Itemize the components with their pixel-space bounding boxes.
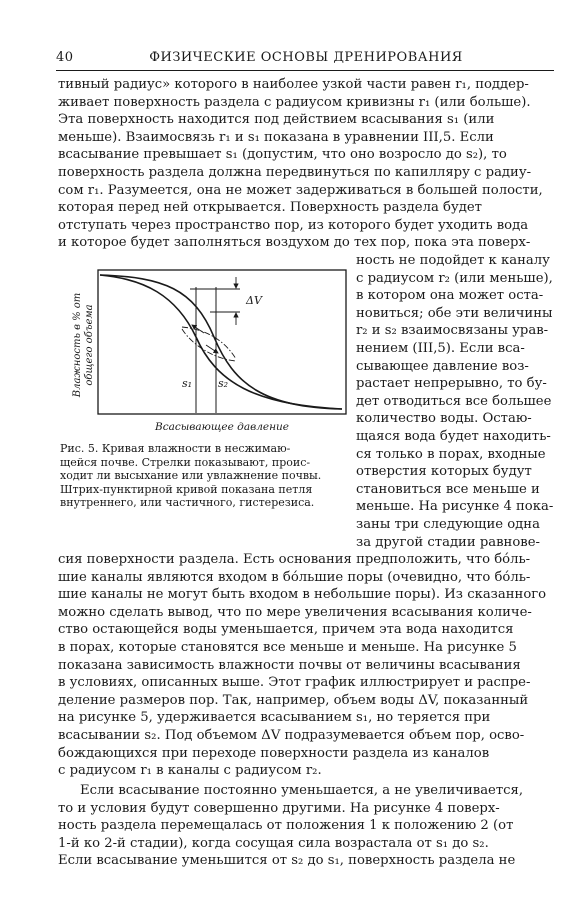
y-axis-label-line2: общего объема <box>84 304 95 386</box>
text-line: в котором она может оста- <box>356 288 544 304</box>
text-line: заны три следующие одна <box>356 516 540 532</box>
caption-line: внутреннего, или частичного, гистерезиса. <box>60 496 315 510</box>
text-line: шие каналы не могут быть входом в небольшие поры). Из сказанного <box>58 587 547 603</box>
text-line: шие каналы являются входом в бо́льшие поры (очевидно, что бо́ль- <box>58 569 531 585</box>
text-line: сывающее давление воз- <box>356 358 529 374</box>
y-axis-label-line1: Влажность в % от <box>72 292 83 398</box>
text-line: количество воды. Остаю- <box>356 411 532 427</box>
figure-5 <box>64 267 350 437</box>
text-line: отверстия которых будут <box>356 464 532 480</box>
text-line: живает поверхность раздела с радиусом кривизны r₁ (или больше). <box>58 94 531 110</box>
text-line: сия поверхности раздела. Есть основания предположить, что бо́ль- <box>58 552 531 567</box>
text-line: 1-й ко 2-й стадии), когда сосущая сила возрастала от s₁ до s₂. <box>58 835 489 851</box>
text-line: r₂ и s₂ взаимосвязаны урав- <box>356 323 549 339</box>
s1-label: s₁ <box>182 377 193 390</box>
text-line: деление размеров пор. Так, например, объем воды ΔV, показанный <box>58 692 529 708</box>
text-line: ность не подойдет к каналу <box>356 253 550 268</box>
caption-line: ходит ли высыхание или увлажнение почвы. <box>60 469 322 483</box>
text-line: меньше. На рисунке 4 пока- <box>356 499 554 515</box>
text-line: дет отводиться все большее <box>356 393 552 409</box>
text-line: щаяся вода будет находить- <box>356 428 551 444</box>
text-line: отступать через пространство пор, из которого будет уходить вода <box>58 217 529 233</box>
text-line: меньше). Взаимосвязь r₁ и s₁ показана в уравнении III,5. Если <box>58 129 494 145</box>
s2-label: s₂ <box>218 377 229 390</box>
running-header <box>56 48 556 68</box>
text-line: за другой стадии равнове- <box>356 534 540 550</box>
text-line: Если всасывание постоянно уменьшается, а не увеличивается, <box>80 783 524 798</box>
text-line: и которое будет заполняться воздухом до тех пор, пока эта поверх- <box>58 235 531 251</box>
caption-line: щейся почве. Стрелки показывают, проис- <box>60 455 311 469</box>
running-title: ФИЗИЧЕСКИЕ ОСНОВЫ ДРЕНИРОВАНИЯ <box>149 50 463 65</box>
text-line: с радиусом r₂ (или меньше), <box>356 270 553 286</box>
text-line: ство остающейся воды уменьшается, причем эта вода находится <box>58 622 514 638</box>
x-axis-label: Всасывающее давление <box>155 421 289 433</box>
paragraph-3 <box>58 782 554 870</box>
paragraph-1 <box>58 76 554 252</box>
text-line: всасывании s₂. Под объемом ΔV подразумевается объем пор, осво- <box>58 727 525 743</box>
text-line: сом r₁. Разумеется, она не может задерживаться в большей полости, <box>58 182 543 198</box>
text-line: бождающихся при переходе поверхности раздела из каналов <box>58 745 490 761</box>
text-line: всасывание превышает s₁ (допустим, что оно возросло до s₂), то <box>58 147 507 163</box>
text-line: можно сделать вывод, что по мере увеличения всасывания количе- <box>58 604 532 620</box>
plot-frame <box>98 270 346 414</box>
text-line: ся только в порах, входные <box>356 446 546 462</box>
text-line: которая перед ней открывается. Поверхность раздела будет <box>58 200 482 216</box>
header-rule <box>56 70 554 71</box>
text-line: в условиях, описанных выше. Этот график иллюстрирует и распре- <box>58 675 531 691</box>
text-line: становиться все меньше и <box>356 481 540 497</box>
text-line: показана зависимость влажности почвы от величины всасывания <box>58 657 521 673</box>
caption-line: Рис. 5. Кривая влажности в несжимаю- <box>60 442 291 455</box>
text-line: растает непрерывно, то бу- <box>356 376 547 392</box>
hysteresis-loop-upper <box>182 327 236 359</box>
text-line: с радиусом r₁ в каналы с радиусом r₂. <box>58 763 322 779</box>
page-number: 40 <box>56 50 74 65</box>
text-line: то и условия будут совершенно другими. На рисунке 4 поверх- <box>58 800 500 816</box>
paragraph-2 <box>58 551 554 780</box>
text-line: Эта поверхность находится под действием всасывания s₁ (или <box>58 112 495 128</box>
dv-label: ΔV <box>246 294 262 307</box>
text-line: тивный радиус» которого в наиболее узкой части равен r₁, поддер- <box>58 77 529 92</box>
side-column-text <box>356 252 554 551</box>
text-line: новиться; обе эти величины <box>356 305 553 321</box>
text-line: Если всасывание уменьшится от s₂ до s₁, поверхность раздела не <box>58 853 516 869</box>
text-line: поверхность раздела должна передвинуться по капилляру с радиу- <box>58 164 532 180</box>
text-line: ность раздела перемещалась от положения 1 к положению 2 (от <box>58 818 514 834</box>
figure-caption <box>60 442 344 510</box>
figure-svg <box>64 267 350 437</box>
text-line: нением (III,5). Если вса- <box>356 340 525 356</box>
text-line: на рисунке 5, удерживается всасыванием s₁, но теряется при <box>58 710 491 726</box>
text-line: в порах, которые становятся все меньше и меньше. На рисунке 5 <box>58 639 517 655</box>
caption-line: Штрих-пунктирной кривой показана петля <box>60 482 313 496</box>
